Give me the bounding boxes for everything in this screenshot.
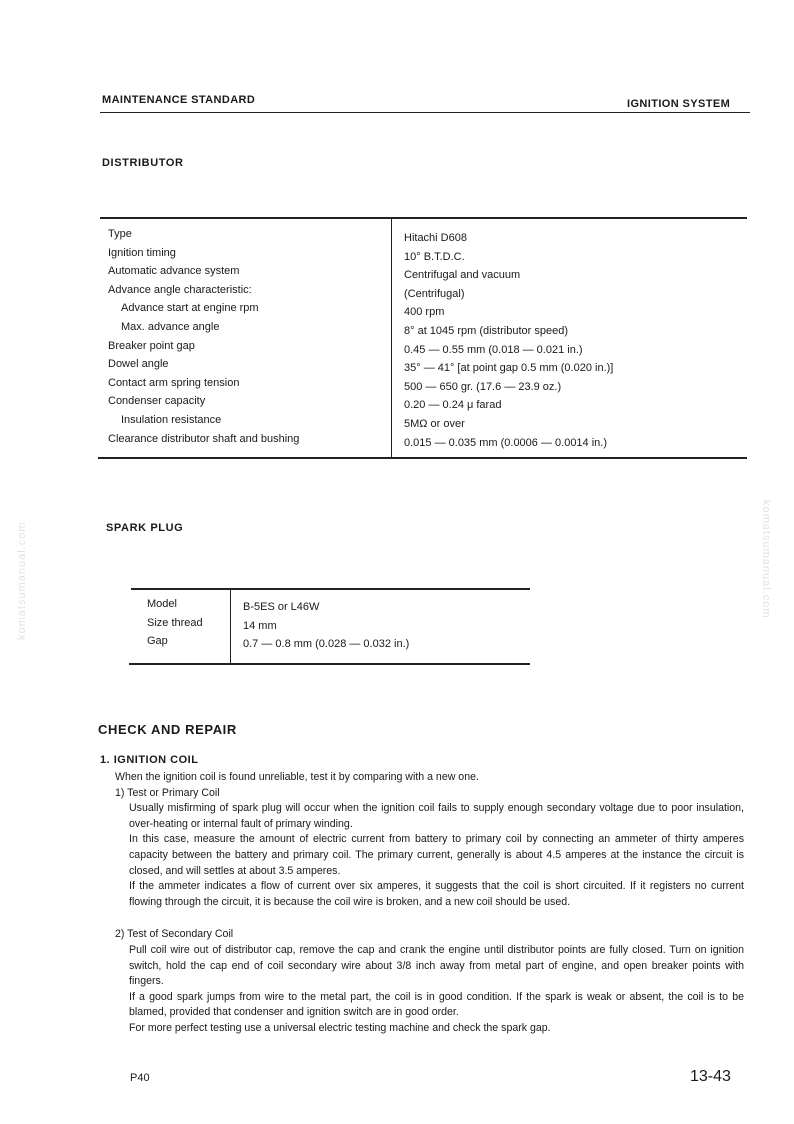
header-right-title: IGNITION SYSTEM (627, 98, 731, 110)
distributor-value: 10° B.T.D.C. (404, 250, 465, 263)
distributor-value: 35° — 41° [at point gap 0.5 mm (0.020 in.)] (404, 362, 614, 375)
distributor-value: 500 — 650 gr. (17.6 — 23.9 oz.) (404, 380, 562, 393)
distributor-value: Hitachi D608 (404, 232, 467, 244)
distributor-label: Automatic advance system (108, 265, 240, 278)
ignition-coil-intro: When the ignition coil is found unreliable, test it by comparing with a new one. (115, 771, 479, 783)
spark-plug-label: Gap (147, 635, 168, 648)
spark-plug-labels (147, 595, 203, 651)
distributor-label: Dowel angle (108, 358, 169, 371)
spark-plug-value: B-5ES or L46W (243, 601, 320, 613)
spark-plug-label: Size thread (147, 616, 203, 629)
spark-plug-table-top-rule (131, 588, 530, 590)
spark-plug-value: 14 mm (243, 619, 277, 632)
watermark-left: komatsumanual.com (16, 521, 28, 640)
ignition-coil-subtitle: 1. IGNITION COIL (100, 754, 199, 766)
test-secondary-heading: 2) Test of Secondary Coil (115, 928, 234, 941)
test-secondary-paragraph: Pull coil wire out of distributor cap, remove the cap and crank the engine until distributor points are fully closed. Turn on ignition switch, hold the cap end of coil secondary wire about 3/8 inch away from metal part of engine, and open breaker points with fingers. (129, 943, 744, 988)
distributor-label: Ignition timing (108, 246, 176, 259)
distributor-value: Centrifugal and vacuum (404, 269, 521, 282)
watermark-right: komatsumanual.com (760, 500, 772, 619)
distributor-label: Max. advance angle (121, 320, 220, 333)
distributor-table-top-rule (100, 217, 747, 219)
distributor-table-divider (391, 219, 392, 457)
spark-plug-value: 0.7 — 0.8 mm (0.028 — 0.032 in.) (243, 638, 410, 651)
distributor-labels (108, 225, 299, 448)
check-repair-body (99, 770, 744, 1037)
header-left-title: MAINTENANCE STANDARD (102, 94, 256, 106)
test-primary-paragraph: In this case, measure the amount of electric current from battery to primary coil by connecting an ammeter of thirty amperes capacity between the battery and primary coil. The primary current, generally is about 4.5 amperes at the instance the circuit is closed, and will settles at about 3.5 amperes. (129, 833, 744, 877)
distributor-label: Condenser capacity (108, 395, 206, 408)
spark-plug-title: SPARK PLUG (106, 522, 184, 534)
distributor-value: (Centrifugal) (404, 287, 465, 300)
page-number: 13-43 (690, 1068, 731, 1085)
distributor-title: DISTRIBUTOR (102, 157, 184, 169)
distributor-value: 0.45 — 0.55 mm (0.018 — 0.021 in.) (404, 343, 583, 356)
spark-plug-table-divider (230, 590, 231, 663)
distributor-label: Contact arm spring tension (108, 376, 240, 389)
test-primary-heading: 1) Test or Primary Coil (115, 786, 220, 799)
distributor-value: 5MΩ or over (404, 417, 465, 430)
distributor-values (404, 229, 613, 452)
distributor-label: Type (108, 228, 132, 240)
test-secondary-paragraph: For more perfect testing use a universal electric testing machine and check the spark gap. (129, 1021, 551, 1034)
distributor-table-bottom-rule (98, 457, 747, 459)
distributor-label: Advance angle characteristic: (108, 283, 252, 296)
distributor-label: Insulation resistance (121, 413, 222, 426)
header-rule (100, 112, 750, 113)
distributor-value: 0.20 — 0.24 μ farad (404, 399, 502, 412)
distributor-value: 8° at 1045 rpm (distributor speed) (404, 324, 568, 337)
distributor-label: Clearance distributor shaft and bushing (108, 432, 300, 445)
distributor-label: Breaker point gap (108, 339, 195, 352)
spark-plug-values (243, 598, 409, 654)
test-primary-paragraph: If the ammeter indicates a flow of current over six amperes, it suggests that the coil is short circuited. If it registers no current flowing through the circuit, it is because the coil wire is broken, and a new coil should be used. (129, 880, 744, 908)
test-secondary-paragraph: If a good spark jumps from wire to the metal part, the coil is in good condition. If the spark is weak or absent, the coil is to be blamed, provided that condenser and ignition switch are in good order. (129, 990, 744, 1019)
test-primary-paragraph: Usually misfirming of spark plug will occur when the ignition coil fails to supply enough secondary voltage due to poor insulation, over-heating or internal fault of primary winding. (129, 802, 744, 830)
distributor-value: 0.015 — 0.035 mm (0.0006 — 0.0014 in.) (404, 436, 608, 449)
spark-plug-label: Model (147, 598, 177, 610)
footer-left-code: P40 (130, 1072, 150, 1084)
distributor-value: 400 rpm (404, 306, 445, 319)
spark-plug-table-bottom-rule (129, 663, 530, 665)
check-repair-title: CHECK AND REPAIR (98, 722, 237, 737)
distributor-label: Advance start at engine rpm (121, 302, 259, 315)
